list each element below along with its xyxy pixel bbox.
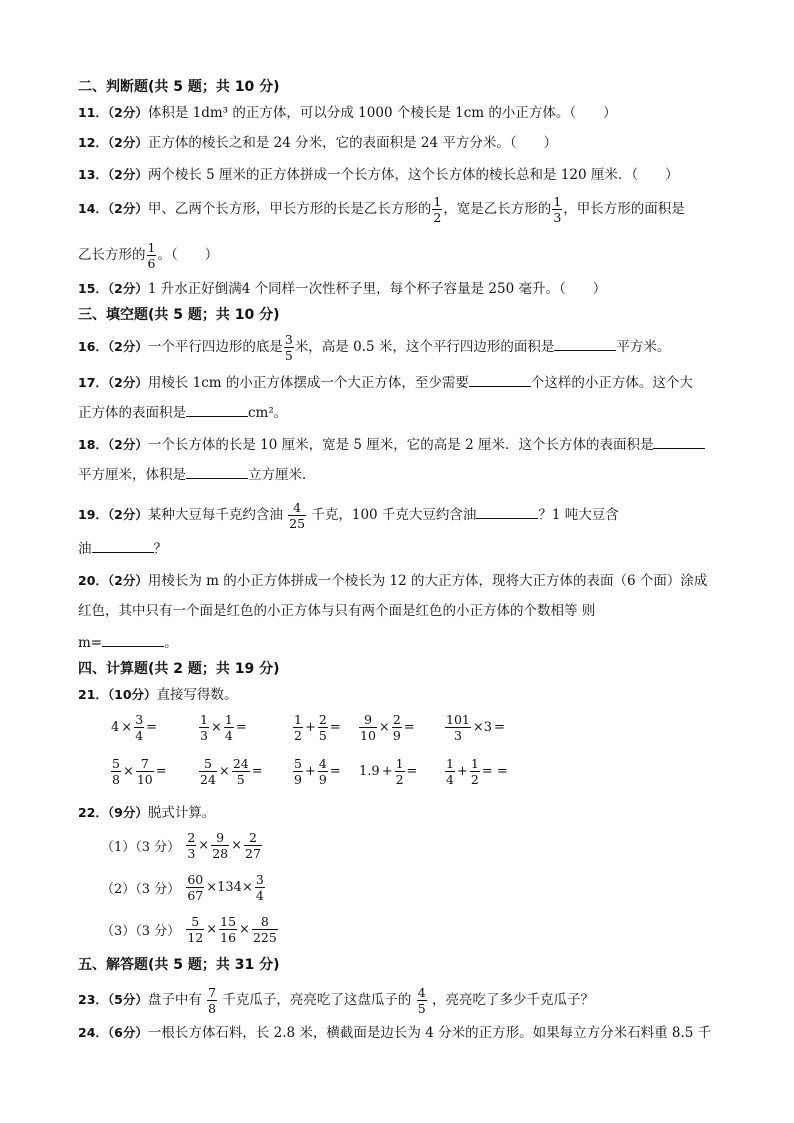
q21-item-2-5-fraction-a-numerator: 1 [446,756,454,771]
q21-item-1-4-fraction-b-numerator: 2 [392,712,401,727]
question-19-line1 [78,500,619,531]
q22-part2-label: （2）（3 分） [101,882,181,897]
question-13 [78,166,679,184]
q17-number: 17． [78,375,108,390]
q19-fraction: $\frac{4}{25}$ [289,500,306,531]
q14-text-4: 乙长方形的 [78,247,146,263]
q22-part1-label: （1）（3 分） [101,840,181,855]
q21-item-2-3 [292,756,342,787]
q21-item-2-1-equals: = [155,764,167,779]
q21-score: （10分） [107,687,157,702]
q21-item-2-3-fraction-a [293,756,303,787]
q21-item-1-3-equals: = [329,720,341,735]
q21-item-1-5-fraction-a [445,712,471,743]
q19-text-2: 千克，100 千克大豆约含油 [311,507,477,523]
q15-text: 1 升水正好倒满4 个同样一次性杯子里，每个杯子容量是 250 毫升。（ ） [147,281,607,297]
q13-score: （2分） [107,167,148,182]
q14-text-3: ，甲长方形的面积是 [563,201,685,217]
q21-item-2-1-fraction-a [111,756,121,787]
q12-number: 12． [78,135,108,150]
q21-item-2-1-fraction-a-denominator: 8 [112,772,120,787]
q21-item-1-4-fraction-a-denominator: 10 [360,728,376,743]
q22-text: 脱式计算。 [147,805,216,821]
question-19-line2 [78,540,167,558]
section-judge-title: 二、判断题(共 5 题；共 10 分) [78,79,280,95]
question-15 [78,280,606,298]
q16-text-1: 一个平行四边形的底是 [147,339,283,355]
q16-text-2: 米，高是 0.5 米，这个平行四边形的面积是 [294,339,555,355]
q21-item-2-2-operator: × [218,764,230,779]
q21-item-1-1 [110,712,158,743]
q21-item-1-3 [292,712,342,743]
q21-item-2-4-fraction-b [395,756,405,787]
q21-item-1-4-operator: × [378,720,390,735]
q17-answer-blank-2[interactable] [186,404,248,417]
q21-item-1-2-fraction-b [224,712,234,743]
q20-text-2: 红色，其中只有一个面是红色的小正方体与只有两个面是红色的小正方体的个数相等 则 [78,603,596,619]
question-16 [78,332,670,363]
q21-item-1-2-fraction-b-denominator: 4 [224,728,233,743]
q21-item-1-4-fraction-a-numerator: 9 [359,712,377,728]
q21-item-1-5-fraction-a-denominator: 3 [453,728,462,743]
q21-item-1-2-fraction-a-denominator: 3 [200,728,208,743]
q21-item-1-3-fraction-a [293,712,303,743]
q16-answer-blank[interactable] [554,338,616,351]
q13-number: 13． [78,167,108,182]
q22-p1-fraction-b: $\frac{9}{28}$ [212,830,229,861]
q21-item-2-3-fraction-a-denominator: 9 [294,772,302,787]
q22-p1-fraction-a: $\frac{2}{3}$ [187,830,196,861]
q20-number: 20． [78,573,108,588]
q22-p1-op-2: × [231,838,242,853]
q20-text-3: m= [78,635,103,651]
q21-item-2-3-equals: = [329,764,341,779]
q16-score: （2分） [107,339,148,354]
q21-item-2-1-fraction-b-denominator: 10 [136,772,153,787]
question-12 [78,134,557,152]
question-22 [78,804,215,822]
q19-score: （2分） [107,507,148,522]
q19-text-1: 某种大豆每千克约含油 [147,507,283,523]
q21-item-1-3-fraction-b-numerator: 2 [318,712,327,727]
q18-score: （2分） [107,437,148,452]
q21-item-2-2-fraction-a-numerator: 5 [199,756,217,772]
q21-item-2-3-fraction-b [318,756,328,787]
q22-p2-fraction-c: $\frac{3}{4}$ [255,872,264,903]
q11-score: （2分） [107,105,148,120]
q21-item-1-2-fraction-a [199,712,209,743]
q23-score: （5分） [107,992,148,1007]
q21-item-1-4 [358,712,416,743]
q18-answer-blank-2[interactable] [186,466,248,479]
q21-item-2-5-fraction-a [445,756,455,787]
section-fill-title: 三、填空题(共 5 题；共 10 分) [78,307,280,323]
q21-item-1-3-fraction-a-denominator: 2 [294,728,302,743]
q23-number: 23． [78,992,108,1007]
section-solve-title: 五、解答题(共 5 题；共 31 分) [78,957,280,973]
q22-part3-label: （3）（3 分） [101,924,181,939]
q18-answer-blank-1[interactable] [653,436,705,449]
q16-number: 16． [78,339,108,354]
question-20-line2 [78,602,595,620]
q21-item-2-3-fraction-a-numerator: 5 [294,756,302,771]
q22-p1-fraction-c: $\frac{2}{27}$ [245,830,261,861]
q21-item-2-3-operator: + [304,764,316,779]
question-20-line1 [78,572,707,590]
q21-item-1-5-operator: ×3 [472,720,493,735]
q18-text-2: 平方厘米，体积是 [78,467,186,483]
question-23 [78,985,594,1016]
q21-item-2-2-equals: = [251,764,263,779]
q21-item-2-2-fraction-b-denominator: 5 [236,772,245,787]
q17-text-4: cm²。 [248,405,288,421]
question-24 [78,1024,711,1042]
question-21 [78,686,238,704]
q21-item-1-5-fraction-a-numerator: 101 [446,712,470,727]
q21-item-1-3-fraction-a-numerator: 1 [294,712,302,727]
q15-score: （2分） [107,281,148,296]
q21-item-2-2-fraction-a [199,756,217,787]
q17-text-3: 正方体的表面积是 [78,405,186,421]
q19-text-4: 油 [78,541,92,557]
q21-item-1-2-fraction-a-numerator: 1 [200,712,208,727]
q21-item-2-4-equals: = [406,764,418,779]
q21-item-1-2-equals: = [235,720,247,735]
q18-number: 18． [78,437,108,452]
q23-fraction-1: $\frac{7}{8}$ [208,985,217,1016]
q21-item-2-3-fraction-b-denominator: 9 [318,772,327,787]
q14-text-2: ，宽是乙长方形的 [443,201,552,217]
q22-part-3 [100,914,279,945]
q19-text-5: ？ [153,541,167,557]
q21-item-2-1-fraction-b [136,756,154,787]
q13-text: 两个棱长 5 厘米的正方体拼成一个长方体，这个长方体的棱长总和是 120 厘米．（ ） [147,167,679,183]
question-17-line2 [78,404,287,422]
q12-score: （2分） [107,135,148,150]
q21-item-2-5-operator: + [456,764,468,779]
q21-item-1-1-fraction-b [134,712,144,743]
q21-item-2-5-fraction-b-denominator: 2 [470,772,479,787]
q21-item-2-4-fraction-b-numerator: 1 [395,756,404,771]
q20-text-4: 。 [164,635,178,651]
question-18-line1 [78,436,705,454]
q21-item-1-1-operand: 4 [111,720,120,735]
q21-item-1-2-fraction-b-numerator: 1 [224,712,233,727]
q23-text-2: 千克瓜子，亮亮吃了这盘瓜子的 [222,992,412,1008]
q22-p3-fraction-c: $\frac{8}{225}$ [252,914,277,945]
q19-text-3: ？1 吨大豆含 [538,507,619,523]
q21-item-1-3-fraction-b [318,712,328,743]
q17-text-2: 个这样的小正方体。这个大 [530,375,693,391]
q17-score: （2分） [107,375,148,390]
q16-fraction: $\frac{3}{5}$ [284,332,293,363]
q21-item-2-1-fraction-b-numerator: 7 [136,756,154,772]
q20-answer-blank[interactable] [102,634,164,647]
question-17-line1 [78,374,693,392]
q14-fraction-1: $\frac{1}{2}$ [433,194,442,225]
q22-part-1 [100,830,263,861]
q22-score: （9分） [107,805,148,820]
q22-p3-fraction-b: $\frac{15}{16}$ [220,914,237,945]
q14-fraction-3: $\frac{1}{6}$ [147,240,156,271]
q21-text: 直接写得数。 [156,687,238,703]
q21-item-2-3-fraction-b-numerator: 4 [318,756,327,771]
q21-item-1-4-equals: = [403,720,415,735]
q22-p3-op-2: × [239,922,250,937]
q18-text-3: 立方厘米． [248,467,316,483]
q21-item-2-2-fraction-b [232,756,250,787]
q21-item-1-2-operator: × [210,720,222,735]
q21-number: 21． [78,687,108,702]
q21-item-2-2-fraction-a-denominator: 24 [200,772,216,787]
q21-item-2-5-fraction-b-numerator: 1 [470,756,479,771]
q24-score: （6分） [107,1025,148,1040]
q14-text-1: 甲、乙两个长方形，甲长方形的长是乙长方形的 [147,201,432,217]
q23-fraction-2: $\frac{4}{5}$ [417,985,426,1016]
q18-text-1: 一个长方体的长是 10 厘米，宽是 5 厘米，它的高是 2 厘米．这个长方体的表面积是 [147,437,654,453]
question-14-line2 [78,240,218,271]
q21-item-1-4-fraction-b-denominator: 9 [392,728,401,743]
q22-p3-op-1: × [206,922,218,937]
q21-item-1-2 [198,712,248,743]
q22-p2-fraction-a: $\frac{60}{67}$ [187,872,204,903]
q21-item-2-1-operator: × [122,764,134,779]
q21-item-2-2-fraction-b-numerator: 24 [232,756,249,771]
q21-item-1-1-fraction-b-denominator: 4 [135,728,144,743]
question-11 [78,104,617,122]
q21-item-1-4-fraction-b [392,712,402,743]
q16-text-3: 平方米。 [616,339,671,355]
q14-text-5: 。（ ） [157,247,219,263]
q24-number: 24． [78,1025,108,1040]
q21-item-1-3-operator: + [304,720,316,735]
q21-item-1-4-fraction-a [359,712,377,743]
section-calc-title: 四、计算题(共 2 题；共 19 分) [78,661,280,677]
q11-number: 11． [78,105,108,120]
q21-item-2-1 [110,756,168,787]
q20-text-1: 用棱长为 m 的小正方体拼成一个棱长为 12 的大正方体，现将大正方体的表面（6 个面）涂成 [147,573,708,589]
q14-fraction-2: $\frac{1}{3}$ [553,194,562,225]
q22-number: 22． [78,805,108,820]
q14-score: （2分） [107,201,148,216]
q22-p2-mid: ×134× [206,880,253,895]
q21-item-2-5-fraction-a-denominator: 4 [446,772,454,787]
q21-item-1-5-equals: = [494,720,505,735]
q21-item-1-1-operator: × [121,720,133,735]
q15-number: 15． [78,281,108,296]
question-18-line2 [78,466,316,484]
q19-answer-blank-1[interactable] [476,506,538,519]
q24-text: 一根长方体石料，长 2.8 米，横截面是边长为 4 分米的正方形。如果每立方分米石料重 8.5 千 [147,1025,712,1041]
q19-answer-blank-2[interactable] [92,540,154,553]
q21-item-2-2 [198,756,264,787]
q19-number: 19． [78,507,108,522]
q21-item-2-4 [358,756,418,787]
q11-text: 体积是 1dm³ 的正方体，可以分成 1000 个棱长是 1cm 的小正方体。（ ） [147,105,617,121]
q23-text-1: 盘子中有 [147,992,202,1008]
q23-text-3: ，亮亮吃了多少千克瓜子？ [431,992,594,1008]
q21-item-1-1-fraction-b-numerator: 3 [135,712,144,727]
q21-item-2-5-equals: = = [481,764,508,779]
q21-item-1-1-equals: = [146,720,158,735]
q21-item-2-5 [444,756,509,787]
question-14-line1 [78,194,685,225]
q21-item-2-5-fraction-b [470,756,480,787]
question-20-line3 [78,634,178,652]
q21-item-2-1-fraction-a-numerator: 5 [112,756,120,771]
q21-item-2-4-operator: + [381,764,393,779]
q22-p1-op-1: × [198,838,210,853]
q21-item-2-4-fraction-b-denominator: 2 [395,772,404,787]
q22-part-2 [100,872,266,903]
q21-item-1-3-fraction-b-denominator: 5 [318,728,327,743]
q21-item-2-4-operand: 1.9 [359,764,380,779]
q17-answer-blank-1[interactable] [469,374,531,387]
q17-text-1: 用棱长 1cm 的小正方体摆成一个大正方体，至少需要 [147,375,469,391]
q12-text: 正方体的棱长之和是 24 分米，它的表面积是 24 平方分米。（ ） [147,135,558,151]
q14-number: 14． [78,201,108,216]
q20-score: （2分） [107,573,148,588]
q21-item-1-5 [444,712,506,743]
q22-p3-fraction-a: $\frac{5}{12}$ [187,914,204,945]
